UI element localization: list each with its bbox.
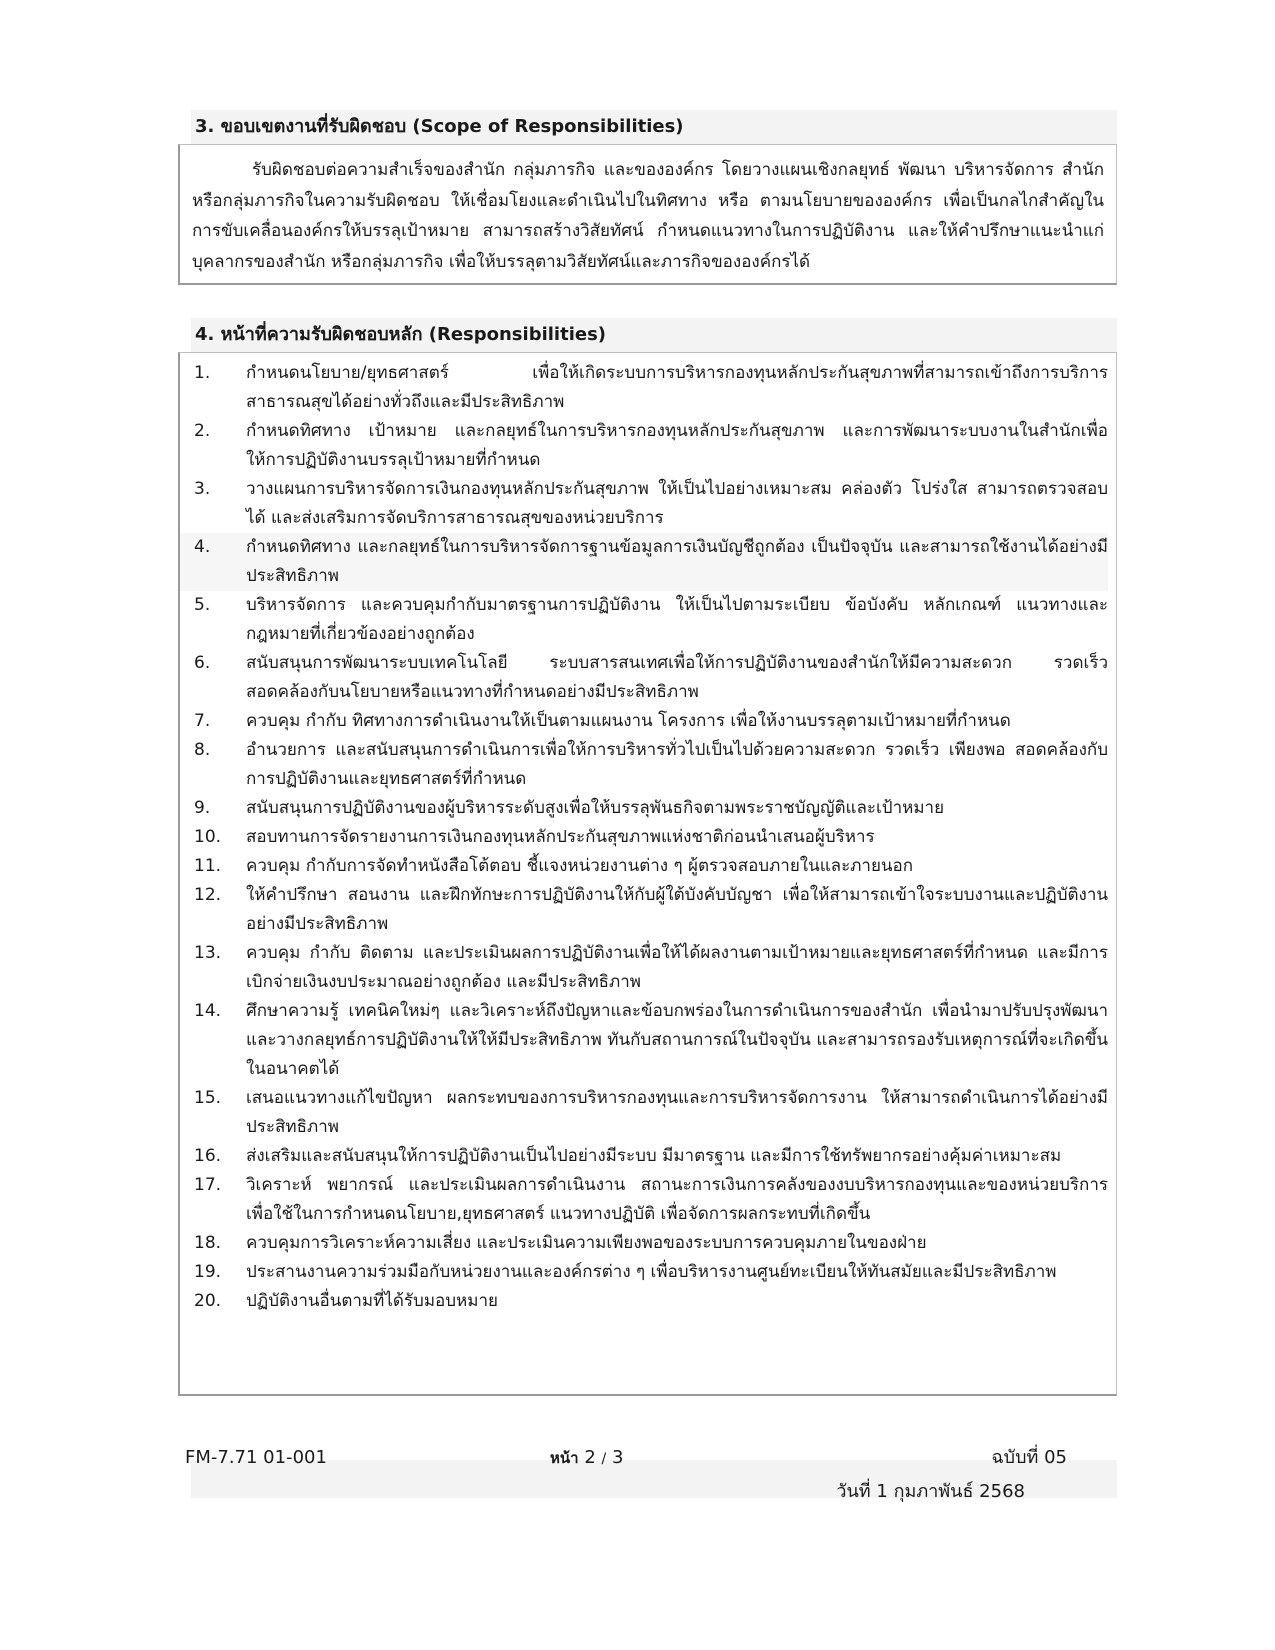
- list-item-number: 16.: [194, 1146, 222, 1166]
- list-item: [180, 475, 1108, 533]
- list-item-text: สนับสนุนการพัฒนาระบบเทคโนโลยี ระบบสารสนเทศเพื่อให้การปฏิบัติงานของสำนักให้มีความสะดวก รวดเร็ว สอดคล้องกับนโยบายหรือแนวทางที่กำหนดอย่างมีประสิทธิภาพ: [246, 653, 1108, 702]
- list-item: [180, 1258, 1108, 1287]
- responsibilities-box: [178, 352, 1117, 1396]
- list-item: [180, 1142, 1108, 1171]
- list-item-text: ส่งเสริมและสนับสนุนให้การปฏิบัติงานเป็นไปอย่างมีระบบ มีมาตรฐาน และมีการใช้ทรัพยากรอย่างคุ้มค่าเหมาะสม: [246, 1146, 1062, 1166]
- page-indicator: [550, 1446, 623, 1471]
- scope-body: รับผิดชอบต่อความสำเร็จของสำนัก กลุ่มภารกิจ และขององค์กร โดยวางแผนเชิงกลยุทธ์ พัฒนา บริหารจัดการ สำนัก หรือกลุ่มภารกิจในความรับผิดชอบ ให้เชื่อมโยงและดำเนินไปในทิศทาง หรือ ตามนโยบายขององค์กร เพื่อเป็นกลไกสำคัญในการขับเคลื่อนองค์กรให้บรรลุเป้าหมาย สามารถสร้างวิสัยทัศน์ กำหนดแนวทางในการปฏิบัติงาน และให้คำปรึกษาแนะนำแก่บุคลากรของสำนัก หรือกลุ่มภารกิจ เพื่อให้บรรลุตามวิสัยทัศน์และภารกิจขององค์กรได้: [192, 160, 1104, 272]
- document-date: วันที่ 1 กุมภาพันธ์ 2568: [836, 1481, 1025, 1502]
- list-item-number: 2.: [194, 421, 211, 441]
- list-item-number: 12.: [194, 885, 222, 905]
- responsibilities-list: [180, 353, 1116, 1316]
- list-item-text: ควบคุมการวิเคราะห์ความเสี่ยง และประเมินความเพียงพอของระบบการควบคุมภายในของฝ่าย: [246, 1233, 927, 1253]
- list-item-number: 3.: [194, 479, 211, 499]
- form-code: FM-7.71 01-001: [185, 1447, 327, 1468]
- list-item: [180, 736, 1108, 794]
- list-item: [180, 881, 1108, 939]
- list-item-text: ควบคุม กำกับ ติดตาม และประเมินผลการปฏิบัติงานเพื่อให้ได้ผลงานตามเป้าหมายและยุทธศาสตร์ที่กำหนด และมีการเบิกจ่ายเงินงบประมาณอย่างถูกต้อง และมีประสิทธิภาพ: [246, 943, 1108, 992]
- list-item-number: 18.: [194, 1233, 222, 1253]
- list-item: [180, 533, 1108, 591]
- list-item: [180, 1084, 1108, 1142]
- list-item: [180, 359, 1108, 417]
- list-item-number: 4.: [194, 537, 211, 557]
- page-separator: /: [601, 1451, 607, 1467]
- list-item-text: ประสานงานความร่วมมือกับหน่วยงานและองค์กรต่าง ๆ เพื่อบริหารงานศูนย์ทะเบียนให้ทันสมัยและมีประสิทธิภาพ: [246, 1262, 1057, 1282]
- list-item-number: 17.: [194, 1175, 222, 1195]
- scope-box: [178, 144, 1117, 285]
- list-item-number: 11.: [194, 856, 222, 876]
- list-item-number: 5.: [194, 595, 211, 615]
- list-item-number: 8.: [194, 740, 211, 760]
- list-item-text: กำหนดนโยบาย/ยุทธศาสตร์ เพื่อให้เกิดระบบการบริหารกองทุนหลักประกันสุขภาพที่สามารถเข้าถึงการบริการสาธารณสุขได้อย่างทั่วถึงและมีประสิทธิภาพ: [246, 363, 1108, 412]
- responsibilities-section-title: 4. หน้าที่ความรับผิดชอบหลัก (Responsibilities): [191, 318, 1117, 352]
- list-item-text: วิเคราะห์ พยากรณ์ และประเมินผลการดำเนินงาน สถานะการเงินการคลังของงบบริหารกองทุนและของหน่วยบริการ เพื่อใช้ในการกำหนดนโยบาย,ยุทธศาสตร์ แนวทางปฏิบัติ เพื่อจัดการผลกระทบที่เกิดขึ้น: [246, 1175, 1108, 1224]
- list-item-number: 14.: [194, 1001, 222, 1021]
- list-item-number: 19.: [194, 1262, 222, 1282]
- list-item: [180, 1171, 1108, 1229]
- page-label: หน้า: [550, 1449, 579, 1467]
- list-item-number: 13.: [194, 943, 222, 963]
- list-item: [180, 1229, 1108, 1258]
- list-item: [180, 649, 1108, 707]
- list-item: [180, 823, 1108, 852]
- list-item-text: ศึกษาความรู้ เทคนิคใหม่ๆ และวิเคราะห์ถึงปัญหาและข้อบกพร่องในการดำเนินการของสำนัก เพื่อนำมาปรับปรุงพัฒนาและวางกลยุทธ์การปฏิบัติงานให้ให้มีประสิทธิภาพ ทันกับสถานการณ์ในปัจจุบัน และสามารถรองรับเหตุการณ์ที่จะเกิดขึ้นในอนาคตได้: [246, 1001, 1108, 1079]
- list-item: [180, 707, 1108, 736]
- list-item-text: กำหนดทิศทาง เป้าหมาย และกลยุทธ์ในการบริหารกองทุนหลักประกันสุขภาพ และการพัฒนาระบบงานในสำนักเพื่อให้การปฏิบัติงานบรรลุเป้าหมายที่กำหนด: [246, 421, 1108, 470]
- list-item-number: 9.: [194, 798, 211, 818]
- list-item-number: 7.: [194, 711, 211, 731]
- list-item: [180, 852, 1108, 881]
- list-item: [180, 939, 1108, 997]
- scope-section-title: 3. ขอบเขตงานที่รับผิดชอบ (Scope of Responsibilities): [191, 110, 1117, 144]
- list-item-text: กำหนดทิศทาง และกลยุทธ์ในการบริหารจัดการฐานข้อมูลการเงินบัญชีถูกต้อง เป็นปัจจุบัน และสามารถใช้งานได้อย่างมีประสิทธิภาพ: [246, 537, 1108, 586]
- list-item-text: ควบคุม กำกับ ทิศทางการดำเนินงานให้เป็นตามแผนงาน โครงการ เพื่อให้งานบรรลุตามเป้าหมายที่กำหนด: [246, 711, 1011, 731]
- list-item-text: ให้คำปรึกษา สอนงาน และฝึกทักษะการปฏิบัติงานให้กับผู้ใต้บังคับบัญชา เพื่อให้สามารถเข้าใจระบบงานและปฏิบัติงานอย่างมีประสิทธิภาพ: [246, 885, 1108, 934]
- list-item-number: 1.: [194, 363, 211, 383]
- list-item: [180, 417, 1108, 475]
- edition-number: ฉบับที่ 05: [991, 1447, 1067, 1468]
- list-item-text: สนับสนุนการปฏิบัติงานของผู้บริหารระดับสูงเพื่อให้บรรลุพันธกิจตามพระราชบัญญัติและเป้าหมาย: [246, 798, 945, 818]
- list-item-text: เสนอแนวทางแก้ไขปัญหา ผลกระทบของการบริหารกองทุนและการบริหารจัดการงาน ให้สามารถดำเนินการได้อย่างมีประสิทธิภาพ: [246, 1088, 1108, 1137]
- list-item-text: ควบคุม กำกับการจัดทำหนังสือโต้ตอบ ชี้แจงหน่วยงานต่าง ๆ ผู้ตรวจสอบภายในและภายนอก: [246, 856, 914, 876]
- list-item-number: 15.: [194, 1088, 222, 1108]
- list-item-number: 6.: [194, 653, 211, 673]
- list-item-number: 10.: [194, 827, 222, 847]
- list-item: [180, 1287, 1108, 1316]
- list-item-text: วางแผนการบริหารจัดการเงินกองทุนหลักประกันสุขภาพ ให้เป็นไปอย่างเหมาะสม คล่องตัว โปร่งใส สามารถตรวจสอบได้ และส่งเสริมการจัดบริการสาธารณสุขของหน่วยบริการ: [246, 479, 1108, 528]
- list-item: [180, 794, 1108, 823]
- list-item: [180, 997, 1108, 1084]
- list-item-text: ปฏิบัติงานอื่นตามที่ได้รับมอบหมาย: [246, 1291, 498, 1311]
- page-total: 3: [611, 1447, 624, 1468]
- list-item: [180, 591, 1108, 649]
- list-item-number: 20.: [194, 1291, 222, 1311]
- page-number: 2: [584, 1447, 596, 1468]
- list-item-text: อำนวยการ และสนับสนุนการดำเนินการเพื่อให้การบริหารทั่วไปเป็นไปด้วยความสะดวก รวดเร็ว เพียงพอ สอดคล้องกับการปฏิบัติงานและยุทธศาสตร์ที่กำหนด: [246, 740, 1108, 789]
- list-item-text: บริหารจัดการ และควบคุมกำกับมาตรฐานการปฏิบัติงาน ให้เป็นไปตามระเบียบ ข้อบังคับ หลักเกณฑ์ แนวทางและกฎหมายที่เกี่ยวข้องอย่างถูกต้อง: [246, 595, 1108, 644]
- list-item-text: สอบทานการจัดรายงานการเงินกองทุนหลักประกันสุขภาพแห่งชาติก่อนนำเสนอผู้บริหาร: [246, 827, 875, 847]
